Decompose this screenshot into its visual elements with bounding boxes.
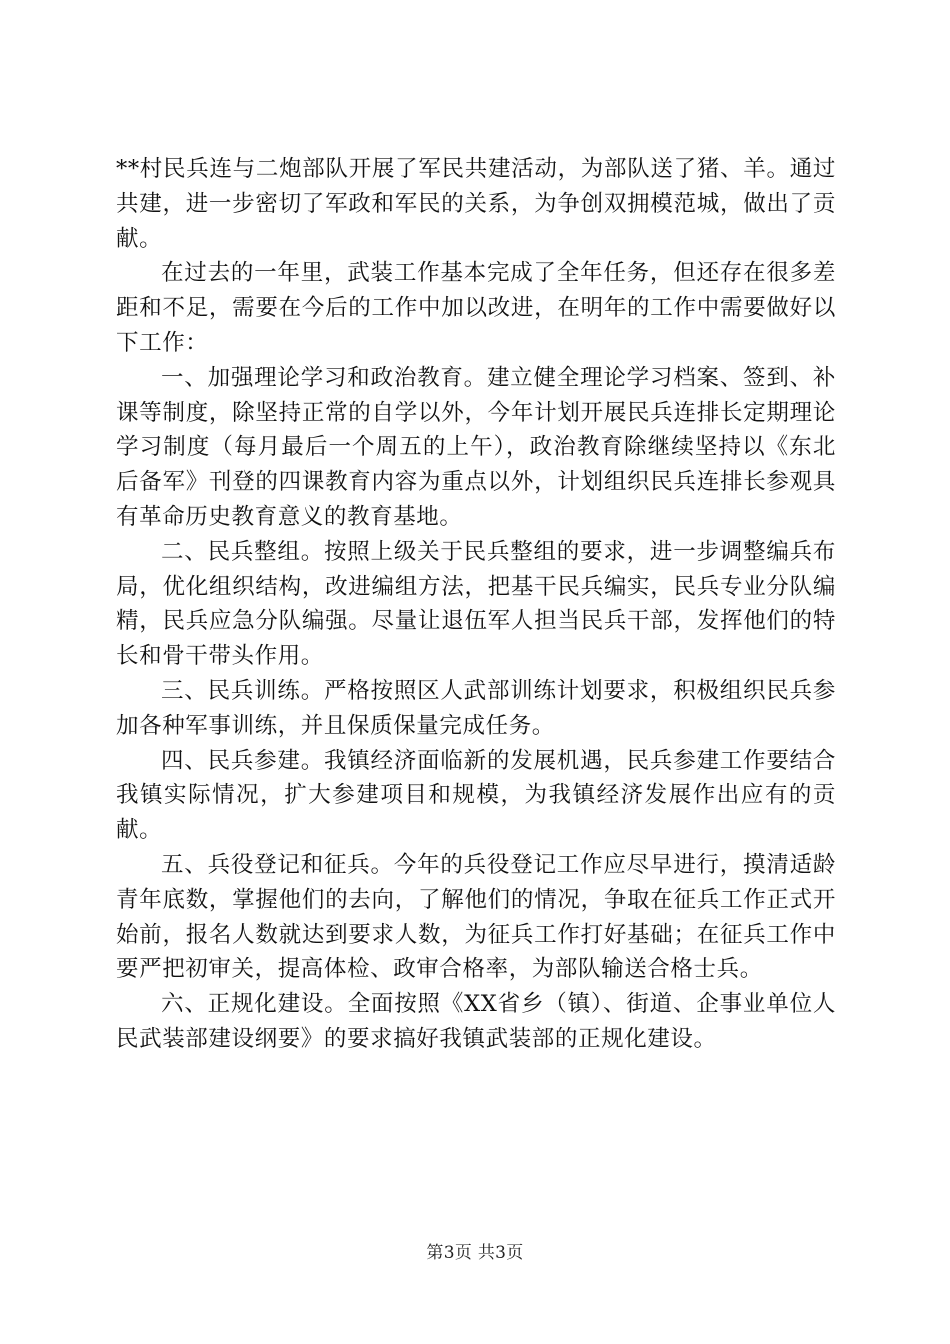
paragraph-5: 三、民兵训练。严格按照区人武部训练计划要求，积极组织民兵参加各种军事训练，并且保质保量完成任务。 [116, 677, 836, 739]
page-number-label: 第3页 共3页 [426, 1243, 524, 1263]
paragraph-6: 四、民兵参建。我镇经济面临新的发展机遇，民兵参建工作要结合我镇实际情况，扩大参建项目和规模，为我镇经济发展作出应有的贡献。 [116, 747, 836, 844]
paragraph-8: 六、正规化建设。全面按照《XX省乡（镇）、街道、企事业单位人民武装部建设纲要》的要求搞好我镇武装部的正规化建设。 [116, 991, 836, 1052]
document-body [116, 152, 836, 1057]
paragraph-2: 在过去的一年里，武装工作基本完成了全年任务，但还存在很多差距和不足，需要在今后的工作中加以改进，在明年的工作中需要做好以下工作： [116, 260, 836, 356]
paragraph-4: 二、民兵整组。按照上级关于民兵整组的要求，进一步调整编兵布局，优化组织结构，改进编组方法，把基干民兵编实，民兵专业分队编精，民兵应急分队编强。尽量让退伍军人担当民兵干部，发挥他们的特长和骨干带头作用。 [116, 538, 836, 670]
page-footer [0, 1241, 950, 1265]
paragraph-7: 五、兵役登记和征兵。今年的兵役登记工作应尽早进行，摸清适龄青年底数，掌握他们的去向，了解他们的情况，争取在征兵工作正式开始前，报名人数就达到要求人数，为征兵工作打好基础；在征兵工作中要严把初审关，提高体检、政审合格率，为部队输送合格士兵。 [116, 851, 836, 983]
paragraph-1: **村民兵连与二炮部队开展了军民共建活动，为部队送了猪、羊。通过共建，进一步密切了军政和军民的关系，为争创双拥模范城，做出了贡献。 [116, 156, 836, 252]
paragraph-3: 一、加强理论学习和政治教育。建立健全理论学习档案、签到、补课等制度，除坚持正常的自学以外，今年计划开展民兵连排长定期理论学习制度（每月最后一个周五的上午），政治教育除继续坚持以《东北后备军》刊登的四课教育内容为重点以外，计划组织民兵连排长参观具有革命历史教育意义的教育基地。 [116, 364, 836, 530]
